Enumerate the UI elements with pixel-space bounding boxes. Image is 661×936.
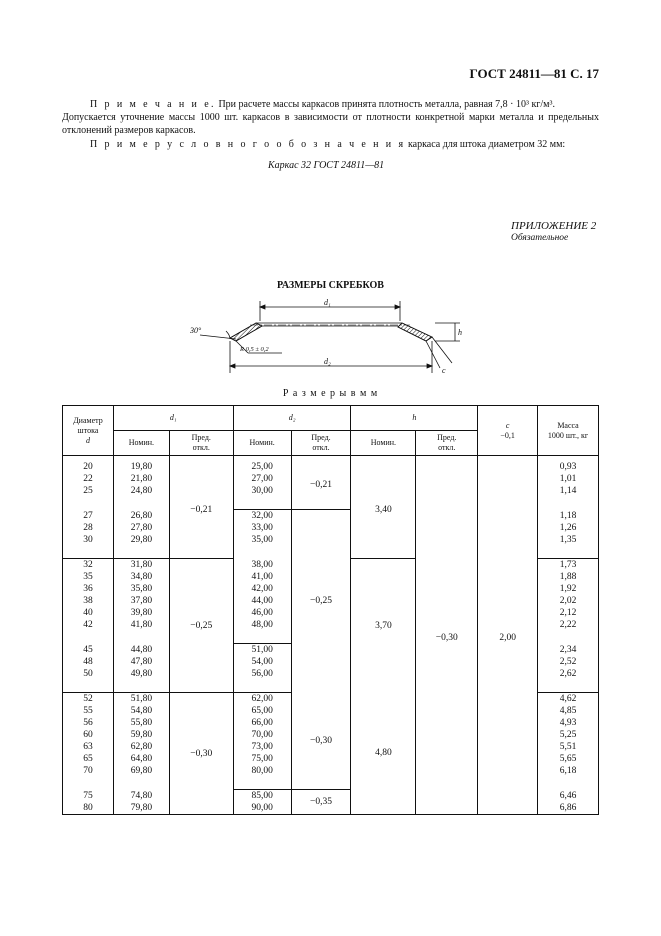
cell-diameter: 32 bbox=[63, 559, 114, 572]
cell-diameter bbox=[63, 680, 114, 693]
cell-diameter: 75 bbox=[63, 790, 114, 803]
cell-mass: 5,25 bbox=[538, 729, 599, 741]
header-h: h bbox=[351, 406, 478, 431]
header-d1: d₁ bbox=[113, 406, 233, 431]
cell-d1-nom: 74,80 bbox=[113, 790, 169, 803]
cell-mass bbox=[538, 777, 599, 790]
cell-d2-nom: 46,00 bbox=[233, 607, 291, 619]
cell-h-tol: −0,30 bbox=[416, 456, 478, 815]
cell-mass: 5,51 bbox=[538, 741, 599, 753]
cell-d1-nom: 34,80 bbox=[113, 571, 169, 583]
table-body bbox=[63, 456, 599, 815]
cell-diameter: 36 bbox=[63, 583, 114, 595]
cell-d1-nom: 47,80 bbox=[113, 656, 169, 668]
cell-d1-nom: 69,80 bbox=[113, 765, 169, 777]
scraper-dimensions-table bbox=[62, 405, 599, 815]
cell-mass: 1,92 bbox=[538, 583, 599, 595]
page-header: ГОСТ 24811—81 С. 17 bbox=[469, 66, 599, 81]
cell-diameter bbox=[63, 546, 114, 559]
cell-d2-nom: 90,00 bbox=[233, 802, 291, 815]
cell-d1-nom: 62,80 bbox=[113, 741, 169, 753]
cell-d1-nom bbox=[113, 546, 169, 559]
cell-mass: 1,88 bbox=[538, 571, 599, 583]
cell-diameter: 63 bbox=[63, 741, 114, 753]
label-d1: d₁ bbox=[324, 298, 331, 307]
cell-mass: 1,35 bbox=[538, 534, 599, 546]
cell-mass: 1,01 bbox=[538, 473, 599, 485]
cell-d1-nom: 64,80 bbox=[113, 753, 169, 765]
cell-mass: 2,52 bbox=[538, 656, 599, 668]
cell-d2-nom: 66,00 bbox=[233, 717, 291, 729]
cell-diameter: 20 bbox=[63, 456, 114, 474]
cell-d1-tol: −0,25 bbox=[169, 559, 233, 693]
cell-mass: 2,02 bbox=[538, 595, 599, 607]
cell-d2-nom: 30,00 bbox=[233, 485, 291, 497]
note-paragraph bbox=[62, 98, 599, 151]
cell-mass: 2,62 bbox=[538, 668, 599, 680]
label-c: c bbox=[442, 366, 446, 375]
cell-mass: 4,85 bbox=[538, 705, 599, 717]
cell-diameter: 55 bbox=[63, 705, 114, 717]
cell-d2-nom: 80,00 bbox=[233, 765, 291, 777]
cell-mass: 6,46 bbox=[538, 790, 599, 803]
cell-d2-nom bbox=[233, 680, 291, 693]
cell-d1-nom: 21,80 bbox=[113, 473, 169, 485]
cell-d1-nom: 55,80 bbox=[113, 717, 169, 729]
cell-d1-nom: 54,80 bbox=[113, 705, 169, 717]
cell-diameter: 28 bbox=[63, 522, 114, 534]
cell-d2-nom: 25,00 bbox=[233, 456, 291, 474]
header-d2-tol: Пред. откл. bbox=[291, 431, 351, 456]
units-caption: Р а з м е р ы в м м bbox=[282, 388, 379, 399]
label-d2: d₂ bbox=[324, 357, 331, 366]
label-radius: R 0,5 ± 0,2 bbox=[240, 346, 269, 353]
cell-d2-nom: 65,00 bbox=[233, 705, 291, 717]
note-lead: П р и м е ч а н и е. bbox=[90, 99, 216, 110]
cell-d2-nom: 27,00 bbox=[233, 473, 291, 485]
cell-d2-nom: 42,00 bbox=[233, 583, 291, 595]
cell-d1-nom: 26,80 bbox=[113, 510, 169, 523]
cell-d1-nom: 51,80 bbox=[113, 693, 169, 706]
header-d1-nom: Номин. bbox=[113, 431, 169, 456]
cell-d1-nom: 29,80 bbox=[113, 534, 169, 546]
cell-mass: 5,65 bbox=[538, 753, 599, 765]
cell-h-nom: 4,80 bbox=[351, 693, 416, 815]
cell-mass: 2,22 bbox=[538, 619, 599, 631]
table-row bbox=[63, 456, 599, 474]
label-h: h bbox=[458, 328, 462, 337]
cell-mass: 6,18 bbox=[538, 765, 599, 777]
cell-d2-nom: 35,00 bbox=[233, 534, 291, 546]
cell-diameter bbox=[63, 631, 114, 644]
cell-diameter: 50 bbox=[63, 668, 114, 680]
header-d1-tol: Пред. откл. bbox=[169, 431, 233, 456]
cell-mass bbox=[538, 497, 599, 510]
cell-d1-nom: 24,80 bbox=[113, 485, 169, 497]
cell-d1-nom bbox=[113, 777, 169, 790]
cell-mass: 1,18 bbox=[538, 510, 599, 523]
cell-diameter: 27 bbox=[63, 510, 114, 523]
cell-diameter: 70 bbox=[63, 765, 114, 777]
cell-d2-nom: 38,00 bbox=[233, 559, 291, 572]
cell-d2-nom: 85,00 bbox=[233, 790, 291, 803]
cell-d2-tol: −0,30 bbox=[291, 693, 351, 790]
cell-d2-nom: 51,00 bbox=[233, 644, 291, 657]
cell-c: 2,00 bbox=[478, 456, 538, 815]
cell-diameter: 65 bbox=[63, 753, 114, 765]
cell-d1-nom: 39,80 bbox=[113, 607, 169, 619]
cell-mass: 1,73 bbox=[538, 559, 599, 572]
cell-d2-nom: 32,00 bbox=[233, 510, 291, 523]
cell-d2-nom bbox=[233, 777, 291, 790]
scraper-drawing bbox=[190, 293, 480, 383]
header-d2: d₂ bbox=[233, 406, 351, 431]
cell-d2-nom: 70,00 bbox=[233, 729, 291, 741]
note-text-1: При расчете массы каркасов принята плотность металла, равная 7,8 · 10³ кг/м³. bbox=[218, 99, 556, 110]
header-d2-nom: Номин. bbox=[233, 431, 291, 456]
cell-diameter: 38 bbox=[63, 595, 114, 607]
cell-d2-nom: 54,00 bbox=[233, 656, 291, 668]
section-title: РАЗМЕРЫ СКРЕБКОВ bbox=[277, 280, 384, 291]
cell-d1-nom: 59,80 bbox=[113, 729, 169, 741]
cell-d1-nom: 79,80 bbox=[113, 802, 169, 815]
cell-diameter: 40 bbox=[63, 607, 114, 619]
cell-mass: 4,93 bbox=[538, 717, 599, 729]
cell-d2-nom: 44,00 bbox=[233, 595, 291, 607]
cell-mass bbox=[538, 680, 599, 693]
cell-diameter: 48 bbox=[63, 656, 114, 668]
cell-diameter: 52 bbox=[63, 693, 114, 706]
cell-diameter: 35 bbox=[63, 571, 114, 583]
cell-d1-tol: −0,21 bbox=[169, 456, 233, 559]
appendix-title: ПРИЛОЖЕНИЕ 2 bbox=[511, 220, 597, 232]
header-h-tol: Пред. откл. bbox=[416, 431, 478, 456]
cell-d1-nom: 35,80 bbox=[113, 583, 169, 595]
designation-example: Каркас 32 ГОСТ 24811—81 bbox=[268, 160, 385, 171]
cell-d2-nom bbox=[233, 631, 291, 644]
cell-d1-nom bbox=[113, 497, 169, 510]
cell-diameter: 45 bbox=[63, 644, 114, 657]
cell-d2-nom: 48,00 bbox=[233, 619, 291, 631]
cell-mass: 4,62 bbox=[538, 693, 599, 706]
header-mass: Масса 1000 шт., кг bbox=[538, 406, 599, 456]
cell-d1-nom: 49,80 bbox=[113, 668, 169, 680]
cell-d1-nom: 41,80 bbox=[113, 619, 169, 631]
cell-diameter bbox=[63, 497, 114, 510]
cell-mass bbox=[538, 546, 599, 559]
cell-mass: 2,34 bbox=[538, 644, 599, 657]
cell-diameter: 25 bbox=[63, 485, 114, 497]
cell-d2-nom: 56,00 bbox=[233, 668, 291, 680]
header-h-nom: Номин. bbox=[351, 431, 416, 456]
cell-d1-nom: 27,80 bbox=[113, 522, 169, 534]
cell-d2-nom: 33,00 bbox=[233, 522, 291, 534]
cell-diameter: 56 bbox=[63, 717, 114, 729]
cell-d2-nom: 41,00 bbox=[233, 571, 291, 583]
cell-diameter: 60 bbox=[63, 729, 114, 741]
header-diameter: Диаметр штока d bbox=[63, 406, 114, 456]
cell-diameter: 30 bbox=[63, 534, 114, 546]
cell-d1-nom: 19,80 bbox=[113, 456, 169, 474]
cell-diameter: 80 bbox=[63, 802, 114, 815]
cell-d1-nom: 44,80 bbox=[113, 644, 169, 657]
cell-mass: 6,86 bbox=[538, 802, 599, 815]
note-text-2: Допускается уточнение массы 1000 шт. каркасов в зависимости от плотности конкретной марки металла и предельных отклонений размеров каркасов. bbox=[62, 112, 599, 136]
cell-d2-nom: 73,00 bbox=[233, 741, 291, 753]
cell-h-nom: 3,40 bbox=[351, 456, 416, 559]
cell-d2-nom bbox=[233, 546, 291, 559]
cell-diameter: 42 bbox=[63, 619, 114, 631]
cell-diameter: 22 bbox=[63, 473, 114, 485]
cell-d1-nom bbox=[113, 631, 169, 644]
cell-d1-nom bbox=[113, 680, 169, 693]
cell-d2-tol: −0,35 bbox=[291, 790, 351, 815]
cell-mass: 1,14 bbox=[538, 485, 599, 497]
cell-diameter bbox=[63, 777, 114, 790]
cell-d1-tol: −0,30 bbox=[169, 693, 233, 815]
cell-d2-nom: 75,00 bbox=[233, 753, 291, 765]
cell-d2-tol: −0,21 bbox=[291, 456, 351, 510]
cell-mass bbox=[538, 631, 599, 644]
cell-d1-nom: 31,80 bbox=[113, 559, 169, 572]
header-c: c −0,1 bbox=[478, 406, 538, 456]
example-lead: П р и м е р у с л о в н о г о о б о з н а ч е н и я bbox=[90, 139, 406, 150]
cell-d2-nom: 62,00 bbox=[233, 693, 291, 706]
cell-mass: 0,93 bbox=[538, 456, 599, 474]
cell-h-nom: 3,70 bbox=[351, 559, 416, 693]
cell-d2-tol: −0,25 bbox=[291, 510, 351, 693]
cell-mass: 1,26 bbox=[538, 522, 599, 534]
appendix-status: Обязательное bbox=[511, 233, 569, 243]
cell-d2-nom bbox=[233, 497, 291, 510]
example-text: каркаса для штока диаметром 32 мм: bbox=[407, 139, 566, 150]
cell-d1-nom: 37,80 bbox=[113, 595, 169, 607]
label-angle: 30° bbox=[190, 326, 202, 335]
cell-mass: 2,12 bbox=[538, 607, 599, 619]
